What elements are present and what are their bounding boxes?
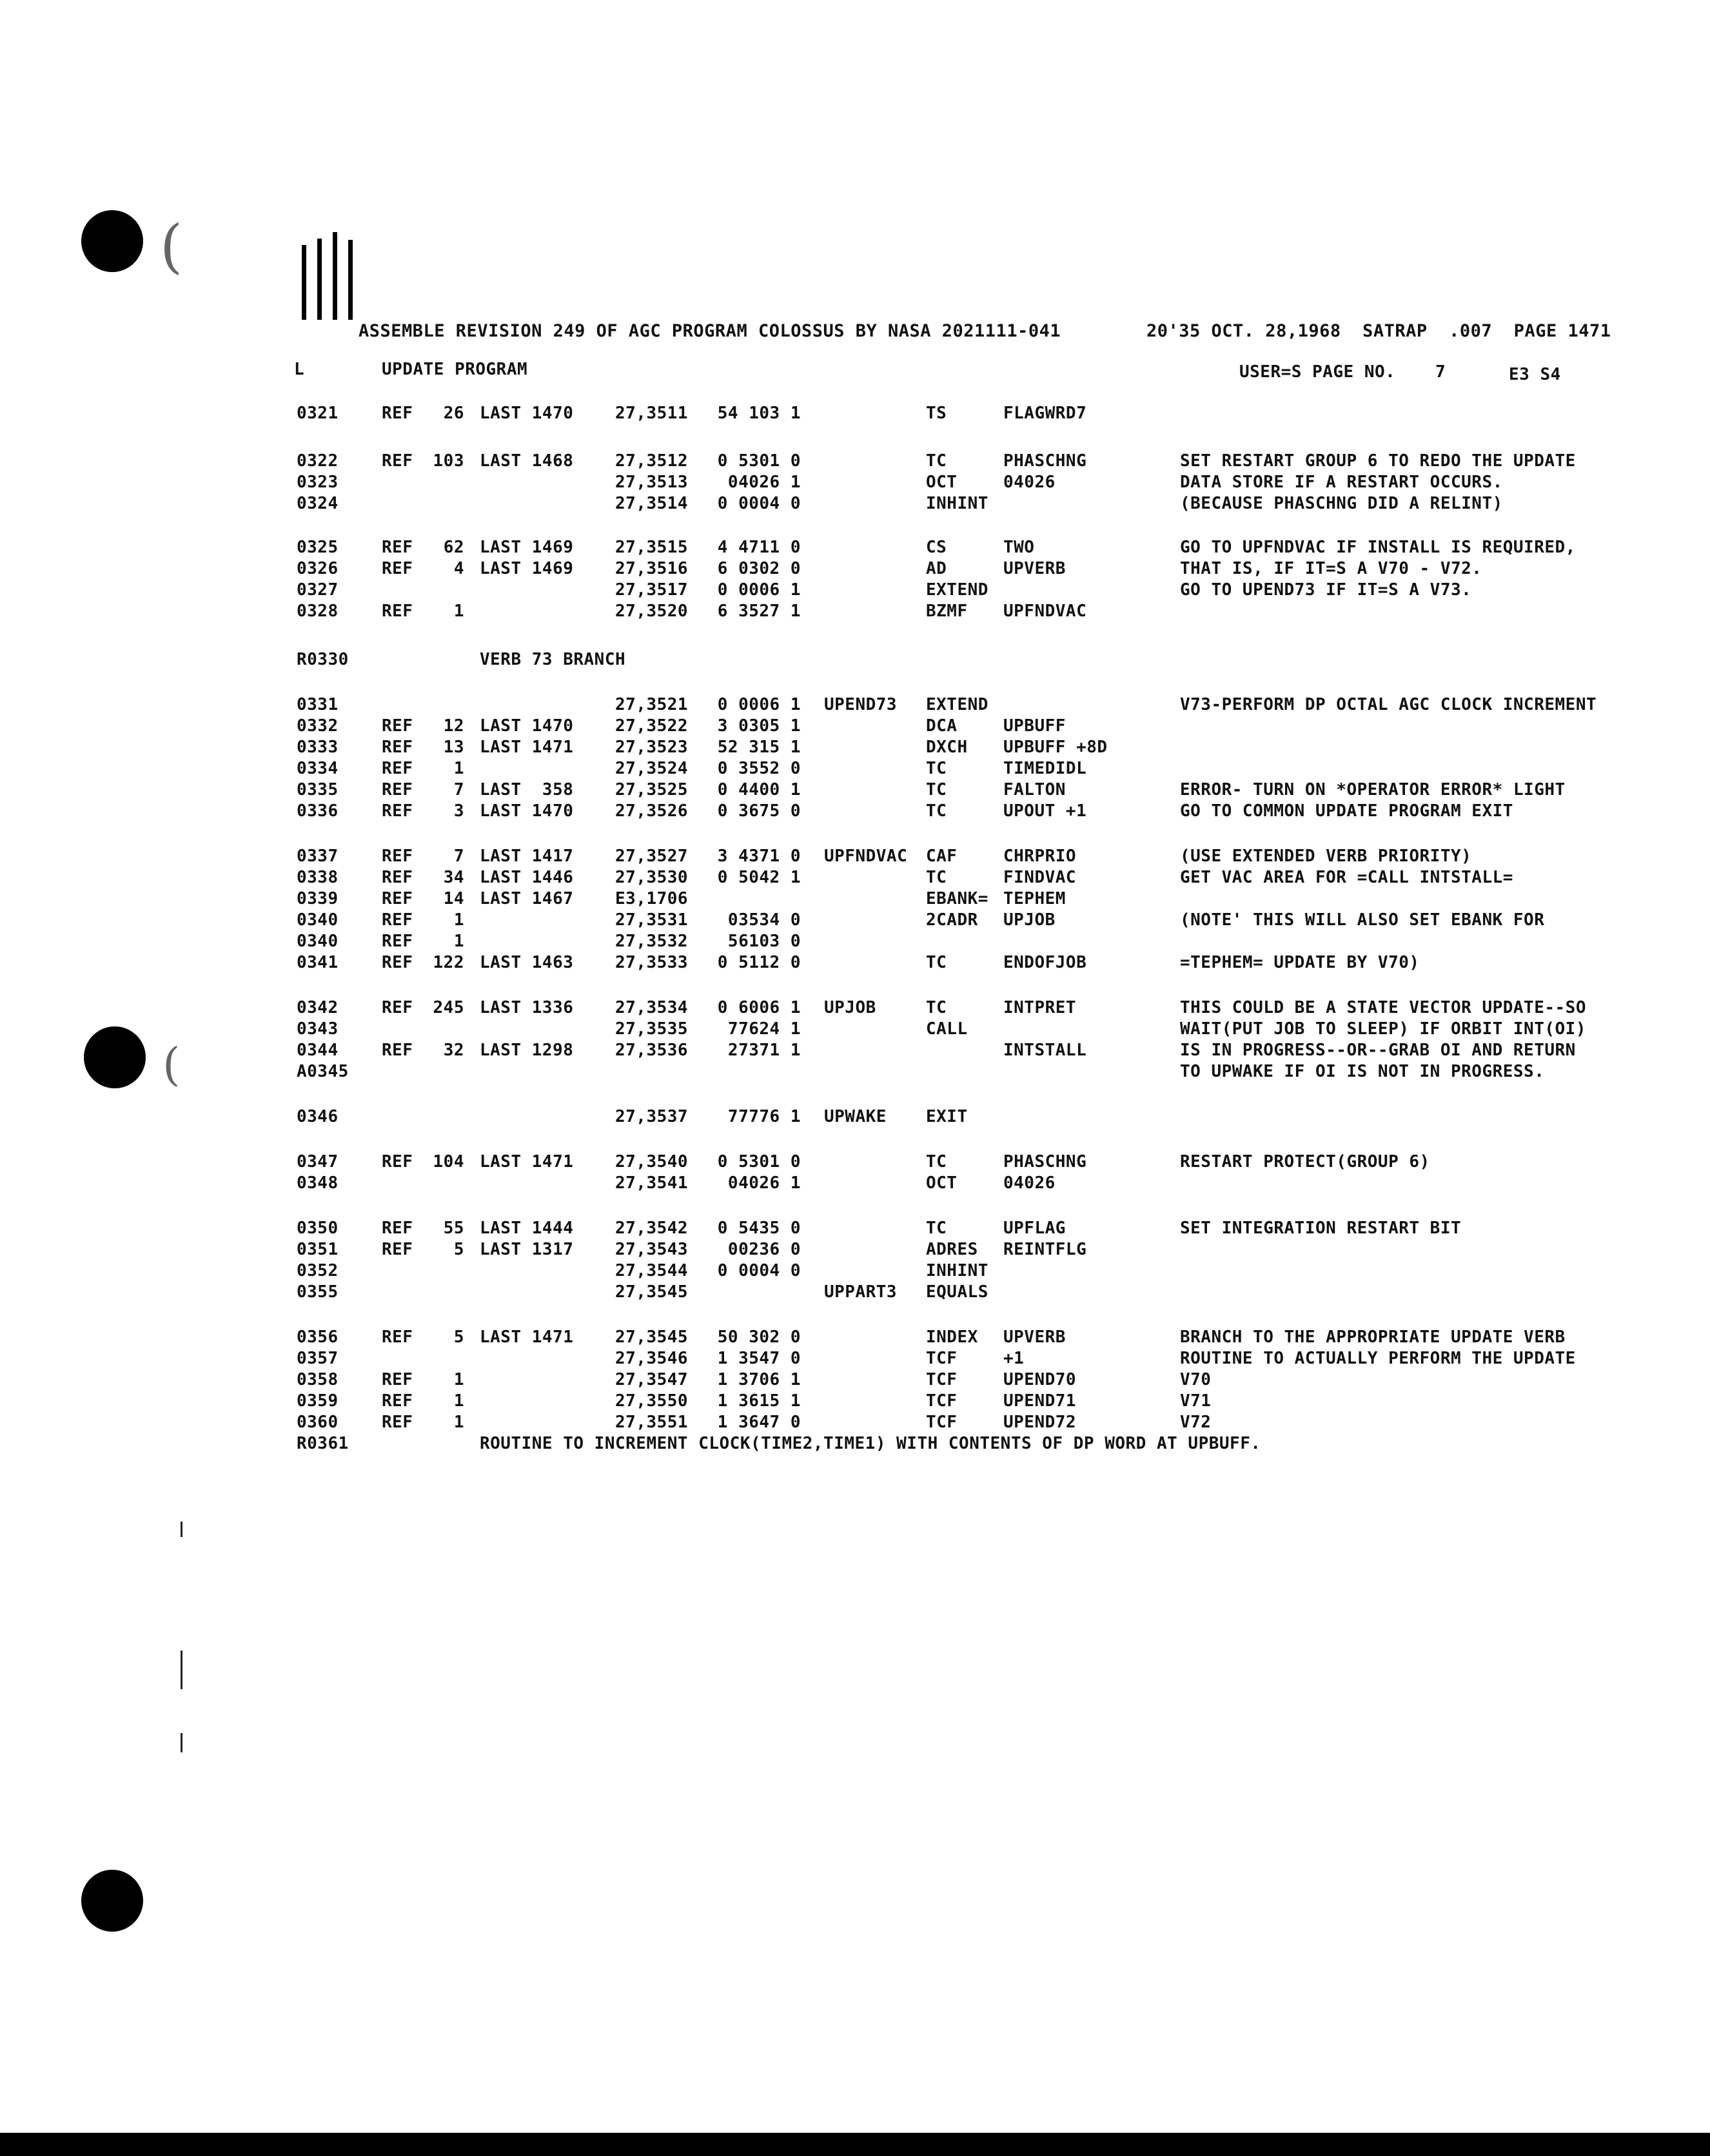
line-operand: UPFNDVAC xyxy=(1003,602,1087,621)
line-rc: 7 xyxy=(453,780,464,799)
line-op: EXTEND xyxy=(926,695,988,714)
line-comment: THAT IS, IF IT=S A V70 - V72. xyxy=(1180,559,1482,578)
line-addr: 27,3540 xyxy=(615,1152,689,1171)
line-addr: 27,3531 xyxy=(615,910,689,930)
line-remark: ROUTINE TO INCREMENT CLOCK(TIME2,TIME1) WITH CONTENTS OF DP WORD AT UPBUFF. xyxy=(480,1434,1261,1453)
line-last: LAST 1317 xyxy=(480,1240,574,1259)
line-n: 0342 xyxy=(297,998,339,1017)
scan-artifact: ( xyxy=(162,1038,181,1091)
line-operand: UPEND70 xyxy=(1003,1370,1077,1389)
line-ref: REF xyxy=(382,868,413,887)
line-rc: 55 xyxy=(443,1219,464,1238)
line-code: 00236 0 xyxy=(727,1240,801,1259)
line-code: 1 3547 0 xyxy=(717,1349,801,1368)
line-n: 0359 xyxy=(297,1391,339,1411)
line-n: 0356 xyxy=(297,1328,339,1347)
line-op: TCF xyxy=(926,1349,958,1368)
line-ref: REF xyxy=(382,1152,413,1171)
line-addr: 27,3517 xyxy=(615,580,689,600)
line-comment: BRANCH TO THE APPROPRIATE UPDATE VERB xyxy=(1180,1328,1566,1347)
line-addr: 27,3550 xyxy=(615,1391,689,1411)
line-last: LAST 1417 xyxy=(480,847,574,866)
line-label: UPWAKE xyxy=(824,1107,887,1126)
line-addr: 27,3536 xyxy=(615,1041,689,1060)
line-addr: 27,3534 xyxy=(615,998,689,1017)
line-code: 04026 1 xyxy=(727,473,801,492)
line-code: 0 6006 1 xyxy=(717,998,801,1017)
line-ref: REF xyxy=(382,1328,413,1347)
line-ref: REF xyxy=(382,889,413,908)
line-n: R0361 xyxy=(297,1434,349,1453)
line-n: 0334 xyxy=(297,759,339,778)
line-code: 04026 1 xyxy=(727,1173,801,1193)
line-last: LAST 1470 xyxy=(480,404,574,423)
line-rc: 1 xyxy=(453,1370,464,1389)
line-addr: 27,3521 xyxy=(615,695,689,714)
line-rc: 122 xyxy=(433,953,464,972)
line-operand: ENDOFJOB xyxy=(1003,953,1087,972)
line-addr: 27,3535 xyxy=(615,1019,689,1039)
line-comment: GO TO UPFNDVAC IF INSTALL IS REQUIRED, xyxy=(1180,538,1576,557)
line-comment: (NOTE' THIS WILL ALSO SET EBANK FOR xyxy=(1180,910,1545,930)
line-rc: 32 xyxy=(443,1041,464,1060)
line-ref: REF xyxy=(382,932,413,951)
line-addr: 27,3511 xyxy=(615,404,689,423)
line-code: 27371 1 xyxy=(727,1041,801,1060)
line-n: 0340 xyxy=(297,910,339,930)
line-rc: 7 xyxy=(453,847,464,866)
line-addr: 27,3532 xyxy=(615,932,689,951)
line-op: TC xyxy=(926,868,947,887)
line-operand: +1 xyxy=(1003,1349,1025,1368)
line-ref: REF xyxy=(382,910,413,930)
line-op: TCF xyxy=(926,1370,958,1389)
line-addr: 27,3516 xyxy=(615,559,689,578)
line-operand: UPVERB xyxy=(1003,1328,1066,1347)
line-op: TC xyxy=(926,998,947,1017)
header-mark xyxy=(317,239,322,320)
line-code: 6 0302 0 xyxy=(717,559,801,578)
line-last: LAST 1444 xyxy=(480,1219,574,1238)
line-rc: 3 xyxy=(453,801,464,821)
line-ref: REF xyxy=(382,451,413,471)
line-op: TCF xyxy=(926,1391,958,1411)
line-comment: WAIT(PUT JOB TO SLEEP) IF ORBIT INT(OI) xyxy=(1180,1019,1586,1039)
line-operand: FINDVAC xyxy=(1003,868,1077,887)
line-addr: 27,3530 xyxy=(615,868,689,887)
line-n: 0321 xyxy=(297,404,339,423)
line-n: 0357 xyxy=(297,1349,339,1368)
line-n: 0350 xyxy=(297,1219,339,1238)
line-addr: 27,3512 xyxy=(615,451,689,471)
line-comment: IS IN PROGRESS--OR--GRAB OI AND RETURN xyxy=(1180,1041,1576,1060)
line-ref: REF xyxy=(382,738,413,757)
header-mark xyxy=(302,245,306,320)
line-ref: REF xyxy=(382,847,413,866)
line-code: 52 315 1 xyxy=(717,738,801,757)
line-addr: 27,3537 xyxy=(615,1107,689,1126)
line-code: 3 4371 0 xyxy=(717,847,801,866)
line-comment: ROUTINE TO ACTUALLY PERFORM THE UPDATE xyxy=(1180,1349,1576,1368)
line-rc: 1 xyxy=(453,759,464,778)
line-addr: 27,3546 xyxy=(615,1349,689,1368)
line-code: 0 3552 0 xyxy=(717,759,801,778)
line-n: 0348 xyxy=(297,1173,339,1193)
line-n: 0322 xyxy=(297,451,339,471)
line-operand: PHASCHNG xyxy=(1003,451,1087,471)
line-rc: 26 xyxy=(443,404,464,423)
line-rc: 1 xyxy=(453,1391,464,1411)
line-last: LAST 1336 xyxy=(480,998,574,1017)
line-addr: 27,3544 xyxy=(615,1261,689,1280)
line-comment: SET INTEGRATION RESTART BIT xyxy=(1180,1219,1462,1238)
line-comment: GET VAC AREA FOR =CALL INTSTALL= xyxy=(1180,868,1513,887)
line-operand: REINTFLG xyxy=(1003,1240,1087,1259)
line-last: LAST 1463 xyxy=(480,953,574,972)
line-addr: 27,3515 xyxy=(615,538,689,557)
line-comment: =TEPHEM= UPDATE BY V70) xyxy=(1180,953,1420,972)
line-ref: REF xyxy=(382,998,413,1017)
line-op: INHINT xyxy=(926,1261,988,1280)
line-comment: ERROR- TURN ON *OPERATOR ERROR* LIGHT xyxy=(1180,780,1566,799)
scan-mark xyxy=(181,1522,182,1537)
scan-border xyxy=(0,2133,1710,2156)
line-comment: RESTART PROTECT(GROUP 6) xyxy=(1180,1152,1430,1171)
line-op: TC xyxy=(926,953,947,972)
line-ref: REF xyxy=(382,1240,413,1259)
line-code: 1 3647 0 xyxy=(717,1413,801,1432)
line-code: 0 5042 1 xyxy=(717,868,801,887)
line-addr: 27,3547 xyxy=(615,1370,689,1389)
line-code: 0 5301 0 xyxy=(717,1152,801,1171)
line-addr: 27,3525 xyxy=(615,780,689,799)
section-title: UPDATE PROGRAM xyxy=(382,360,528,379)
line-addr: 27,3514 xyxy=(615,494,689,513)
line-op: TS xyxy=(926,404,947,423)
line-n: 0327 xyxy=(297,580,339,600)
line-operand: 04026 xyxy=(1003,473,1056,492)
line-comment: V72 xyxy=(1180,1413,1212,1432)
line-n: 0347 xyxy=(297,1152,339,1171)
line-comment: (USE EXTENDED VERB PRIORITY) xyxy=(1180,847,1472,866)
line-last: LAST 1446 xyxy=(480,868,574,887)
line-ref: REF xyxy=(382,759,413,778)
header-mark xyxy=(348,240,353,320)
line-comment: V70 xyxy=(1180,1370,1212,1389)
line-operand: UPJOB xyxy=(1003,910,1056,930)
line-op: OCT xyxy=(926,473,958,492)
line-code: 3 0305 1 xyxy=(717,716,801,736)
header-mark xyxy=(333,232,337,320)
line-rc: 4 xyxy=(453,559,464,578)
line-last: LAST 1471 xyxy=(480,1328,574,1347)
line-addr: 27,3541 xyxy=(615,1173,689,1193)
line-n: 0331 xyxy=(297,695,339,714)
line-n: 0358 xyxy=(297,1370,339,1389)
line-last: LAST 1469 xyxy=(480,559,574,578)
line-code: 50 302 0 xyxy=(717,1328,801,1347)
line-addr: 27,3513 xyxy=(615,473,689,492)
line-op: INDEX xyxy=(926,1328,978,1347)
line-last: LAST 1467 xyxy=(480,889,574,908)
listing-header-date: 20'35 OCT. 28,1968 SATRAP .007 PAGE 1471 xyxy=(1146,321,1611,341)
line-n: 0325 xyxy=(297,538,339,557)
line-comment: SET RESTART GROUP 6 TO REDO THE UPDATE xyxy=(1180,451,1576,471)
line-op: DXCH xyxy=(926,738,968,757)
line-label: UPPART3 xyxy=(824,1282,898,1302)
line-comment: (BECAUSE PHASCHNG DID A RELINT) xyxy=(1180,494,1503,513)
line-code: 0 0006 1 xyxy=(717,580,801,600)
line-addr: 27,3520 xyxy=(615,602,689,621)
line-n: 0326 xyxy=(297,559,339,578)
line-last: LAST 1468 xyxy=(480,451,574,471)
line-operand: FLAGWRD7 xyxy=(1003,404,1087,423)
line-rc: 5 xyxy=(453,1328,464,1347)
line-code: 77776 1 xyxy=(727,1107,801,1126)
line-n: 0332 xyxy=(297,716,339,736)
line-rc: 13 xyxy=(443,738,464,757)
line-comment: GO TO UPEND73 IF IT=S A V73. xyxy=(1180,580,1472,600)
line-rc: 245 xyxy=(433,998,464,1017)
line-addr: 27,3542 xyxy=(615,1219,689,1238)
line-op: EQUALS xyxy=(926,1282,988,1302)
line-rc: 14 xyxy=(443,889,464,908)
line-addr: E3,1706 xyxy=(615,889,689,908)
line-comment: V73-PERFORM DP OCTAL AGC CLOCK INCREMENT xyxy=(1180,695,1597,714)
line-operand: TIMEDIDL xyxy=(1003,759,1087,778)
line-ref: REF xyxy=(382,716,413,736)
line-n: 0335 xyxy=(297,780,339,799)
line-last: LAST 1469 xyxy=(480,538,574,557)
line-code: 77624 1 xyxy=(727,1019,801,1039)
line-last: LAST 1298 xyxy=(480,1041,574,1060)
line-last: LAST 1471 xyxy=(480,1152,574,1171)
line-op: TC xyxy=(926,759,947,778)
line-operand: INTPRET xyxy=(1003,998,1077,1017)
line-addr: 27,3524 xyxy=(615,759,689,778)
line-n: 0351 xyxy=(297,1240,339,1259)
line-last: LAST 1470 xyxy=(480,716,574,736)
line-last: LAST 1471 xyxy=(480,738,574,757)
bank-label: E3 S4 xyxy=(1509,365,1561,384)
line-addr: 27,3545 xyxy=(615,1282,689,1302)
line-operand: UPFLAG xyxy=(1003,1219,1066,1238)
line-n: 0338 xyxy=(297,868,339,887)
line-operand: CHRPRIO xyxy=(1003,847,1077,866)
line-rc: 1 xyxy=(453,932,464,951)
line-remark: VERB 73 BRANCH xyxy=(480,650,626,669)
line-code: 4 4711 0 xyxy=(717,538,801,557)
line-operand: TEPHEM xyxy=(1003,889,1066,908)
line-code: 0 3675 0 xyxy=(717,801,801,821)
punch-hole-middle xyxy=(84,1026,146,1088)
line-comment: THIS COULD BE A STATE VECTOR UPDATE--SO xyxy=(1180,998,1586,1017)
line-op: AD xyxy=(926,559,947,578)
line-op: TC xyxy=(926,1219,947,1238)
line-operand: UPVERB xyxy=(1003,559,1066,578)
listing-header: ASSEMBLE REVISION 249 OF AGC PROGRAM COLOSSUS BY NASA 2021111-041 xyxy=(359,321,1061,341)
line-rc: 34 xyxy=(443,868,464,887)
line-code: 03534 0 xyxy=(727,910,801,930)
line-rc: 103 xyxy=(433,451,464,471)
line-op: CALL xyxy=(926,1019,968,1039)
line-operand: PHASCHNG xyxy=(1003,1152,1087,1171)
line-addr: 27,3533 xyxy=(615,953,689,972)
line-ref: REF xyxy=(382,1413,413,1432)
line-operand: UPEND71 xyxy=(1003,1391,1077,1411)
line-op: TC xyxy=(926,801,947,821)
line-label: UPJOB xyxy=(824,998,876,1017)
line-op: TC xyxy=(926,451,947,471)
line-last: LAST 358 xyxy=(480,780,574,799)
line-op: 2CADR xyxy=(926,910,978,930)
line-rc: 1 xyxy=(453,910,464,930)
line-op: INHINT xyxy=(926,494,988,513)
line-op: CS xyxy=(926,538,947,557)
line-ref: REF xyxy=(382,1391,413,1411)
scan-mark xyxy=(181,1733,182,1752)
listing-type: L xyxy=(294,360,305,379)
line-ref: REF xyxy=(382,1219,413,1238)
line-n: 0324 xyxy=(297,494,339,513)
line-code: 0 4400 1 xyxy=(717,780,801,799)
line-comment: V71 xyxy=(1180,1391,1212,1411)
line-comment: DATA STORE IF A RESTART OCCURS. xyxy=(1180,473,1503,492)
line-op: ADRES xyxy=(926,1240,978,1259)
line-ref: REF xyxy=(382,538,413,557)
line-comment: GO TO COMMON UPDATE PROGRAM EXIT xyxy=(1180,801,1513,821)
line-n: 0360 xyxy=(297,1413,339,1432)
line-n: R0330 xyxy=(297,650,349,669)
line-addr: 27,3545 xyxy=(615,1328,689,1347)
line-comment: TO UPWAKE IF OI IS NOT IN PROGRESS. xyxy=(1180,1062,1545,1081)
line-code: 0 0006 1 xyxy=(717,695,801,714)
line-operand: UPBUFF xyxy=(1003,716,1066,736)
line-ref: REF xyxy=(382,602,413,621)
line-rc: 1 xyxy=(453,602,464,621)
line-n: A0345 xyxy=(297,1062,349,1081)
line-op: DCA xyxy=(926,716,958,736)
line-n: 0333 xyxy=(297,738,339,757)
scan-artifact: ( xyxy=(160,213,183,280)
line-code: 54 103 1 xyxy=(717,404,801,423)
line-last: LAST 1470 xyxy=(480,801,574,821)
line-ref: REF xyxy=(382,953,413,972)
user-page-number: 7 xyxy=(1435,362,1446,382)
line-code: 0 5112 0 xyxy=(717,953,801,972)
line-code: 6 3527 1 xyxy=(717,602,801,621)
line-n: 0337 xyxy=(297,847,339,866)
line-op: TCF xyxy=(926,1413,958,1432)
line-op: BZMF xyxy=(926,602,968,621)
line-op: EBANK= xyxy=(926,889,988,908)
user-page-label: USER=S PAGE NO. xyxy=(1239,362,1396,382)
line-rc: 1 xyxy=(453,1413,464,1432)
line-n: 0340 xyxy=(297,932,339,951)
line-ref: REF xyxy=(382,1370,413,1389)
line-n: 0323 xyxy=(297,473,339,492)
line-ref: REF xyxy=(382,559,413,578)
line-code: 1 3615 1 xyxy=(717,1391,801,1411)
line-code: 1 3706 1 xyxy=(717,1370,801,1389)
line-ref: REF xyxy=(382,780,413,799)
line-op: TC xyxy=(926,1152,947,1171)
line-ref: REF xyxy=(382,404,413,423)
line-operand: UPEND72 xyxy=(1003,1413,1077,1432)
line-n: 0336 xyxy=(297,801,339,821)
line-op: EXTEND xyxy=(926,580,988,600)
line-code: 56103 0 xyxy=(727,932,801,951)
line-rc: 12 xyxy=(443,716,464,736)
line-code: 0 0004 0 xyxy=(717,1261,801,1280)
line-ref: REF xyxy=(382,1041,413,1060)
line-operand: INTSTALL xyxy=(1003,1041,1087,1060)
punch-hole-bottom xyxy=(81,1870,143,1932)
line-addr: 27,3523 xyxy=(615,738,689,757)
line-code: 0 0004 0 xyxy=(717,494,801,513)
line-addr: 27,3527 xyxy=(615,847,689,866)
line-code: 0 5301 0 xyxy=(717,451,801,471)
line-code: 0 5435 0 xyxy=(717,1219,801,1238)
line-op: EXIT xyxy=(926,1107,968,1126)
line-n: 0346 xyxy=(297,1107,339,1126)
line-n: 0328 xyxy=(297,602,339,621)
line-operand: FALTON xyxy=(1003,780,1066,799)
line-op: OCT xyxy=(926,1173,958,1193)
line-addr: 27,3522 xyxy=(615,716,689,736)
scan-mark xyxy=(181,1651,182,1689)
line-n: 0339 xyxy=(297,889,339,908)
line-n: 0344 xyxy=(297,1041,339,1060)
line-addr: 27,3543 xyxy=(615,1240,689,1259)
line-ref: REF xyxy=(382,801,413,821)
line-operand: UPBUFF +8D xyxy=(1003,738,1108,757)
line-n: 0355 xyxy=(297,1282,339,1302)
line-operand: TWO xyxy=(1003,538,1035,557)
line-operand: UPOUT +1 xyxy=(1003,801,1087,821)
line-n: 0343 xyxy=(297,1019,339,1039)
punch-hole-top xyxy=(81,210,143,272)
line-rc: 5 xyxy=(453,1240,464,1259)
line-operand: 04026 xyxy=(1003,1173,1056,1193)
line-rc: 62 xyxy=(443,538,464,557)
line-op: TC xyxy=(926,780,947,799)
line-label: UPEND73 xyxy=(824,695,898,714)
line-op: CAF xyxy=(926,847,958,866)
line-n: 0352 xyxy=(297,1261,339,1280)
line-rc: 104 xyxy=(433,1152,464,1171)
line-label: UPFNDVAC xyxy=(824,847,908,866)
line-addr: 27,3551 xyxy=(615,1413,689,1432)
line-addr: 27,3526 xyxy=(615,801,689,821)
line-n: 0341 xyxy=(297,953,339,972)
